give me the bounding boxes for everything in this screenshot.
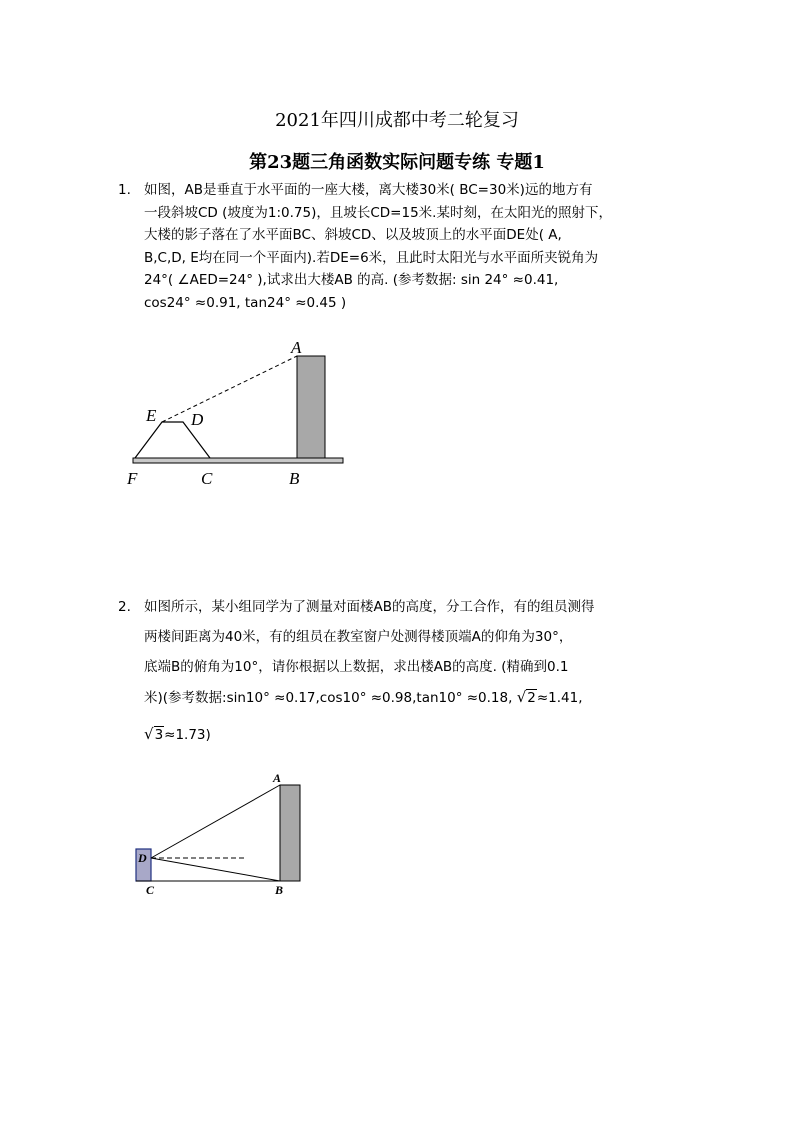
problem-line: 如图，AB是垂直于水平面的一座大楼，离大楼30米( BC=30米)远的地方有 [144,182,593,198]
problem-number: 2. [118,599,131,615]
sun-ray-line [162,356,297,422]
problem-line: 底端B的俯角为10°，请你根据以上数据，求出楼AB的高度. (精确到0.1 [144,659,569,675]
problem-text [144,179,678,314]
problem-line: 24°( ∠AED=24° ),试求出大楼AB 的高. (参考数据: sin 24° ≈0.41, [144,272,559,288]
sqrt-3: √3 [144,725,164,743]
problem-line: 如图所示，某小组同学为了测量对面楼AB的高度，分工合作，有的组员测得 [144,599,595,615]
sqrt-2: √2 [516,688,536,706]
problem-line: cos24° ≈0.91, tan24° ≈0.45 ) [144,294,347,311]
problem-line-text: 米)(参考数据:sin10° ≈0.17,cos10° ≈0.98,tan10° ≈0.18, [144,690,517,706]
label-f: F [127,469,138,488]
problem-line [144,682,678,713]
problem-1 [118,179,678,314]
label-b: B [289,469,300,488]
sqrt3-value: ≈1.73) [164,727,211,743]
ground-strip [133,458,343,463]
figure-2 [130,770,310,900]
depression-line [151,858,280,881]
page-subtitle: 第23题三角函数实际问题专练 专题1 [249,152,545,173]
problem-number: 1. [118,182,131,198]
label-b: B [275,883,284,897]
label-c: C [201,469,213,488]
label-a: A [273,771,282,785]
label-d: D [138,851,147,865]
building-ab [280,785,300,881]
label-d: D [191,410,204,429]
label-a: A [291,338,302,357]
sqrt2-value: ≈1.41, [536,690,583,706]
problem-line: 两楼间距离为40米，有的组员在教室窗户处测得楼顶端A的仰角为30°， [144,629,573,645]
problem-line: B,C,D, E均在同一个平面内).若DE=6米，且此时太阳光与水平面所夹锐角为 [144,249,599,266]
sqrt-radicand: 2 [527,690,536,706]
problem-line [144,719,678,750]
problem-text [144,592,678,750]
sqrt-radicand: 3 [154,727,164,743]
label-c: C [146,883,155,897]
page-title: 2021年四川成都中考二轮复习 [275,110,519,131]
figure-1 [120,330,360,495]
problem-line: 大楼的影子落在了水平面BC、斜坡CD、以及坡顶上的水平面DE处( A, [144,227,562,243]
problem-2 [118,592,678,750]
building-ab [297,356,325,458]
label-e: E [146,406,157,425]
problem-line: 一段斜坡CD (坡度为1:0.75)，且坡长CD=15米.某时刻，在太阳光的照射下， [144,204,612,221]
elevation-line [151,785,280,858]
